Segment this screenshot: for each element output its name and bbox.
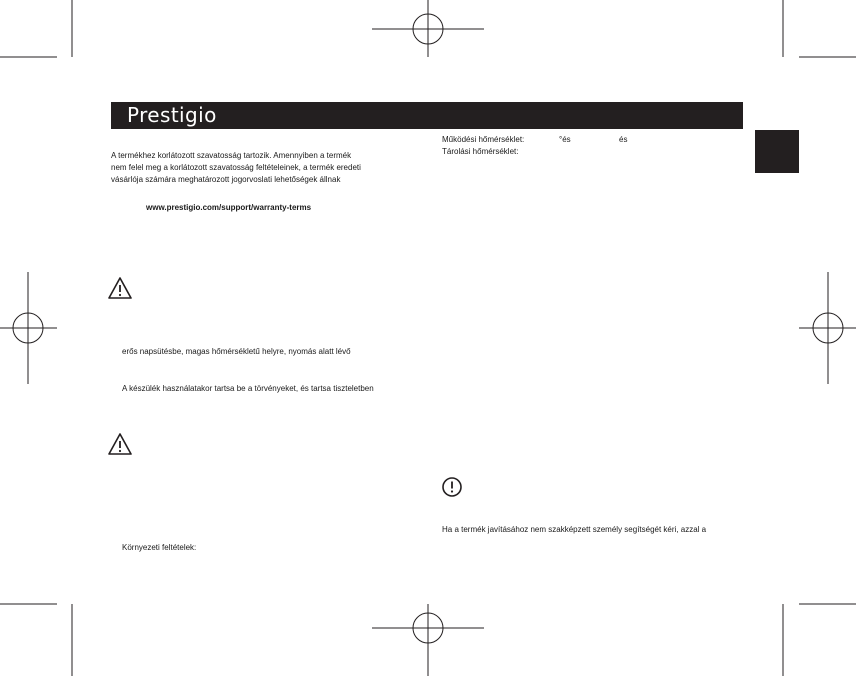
safety-text-line: erős napsütésbe, magas hőmérsékletű helyre, nyomás alatt lévő bbox=[122, 347, 351, 356]
safety-text-line: A készülék használatakor tartsa be a törvényeket, és tartsa tiszteletben bbox=[122, 384, 374, 393]
warranty-line: A termékhez korlátozott szavatosság tartozik. Amennyiben a termék bbox=[111, 151, 352, 160]
registration-mark bbox=[0, 272, 57, 384]
header-bar bbox=[111, 102, 743, 129]
operating-temp-and: és bbox=[619, 135, 628, 144]
environment-label: Környezeti feltételek: bbox=[122, 543, 197, 552]
brand-logo: Prestigio bbox=[127, 103, 217, 127]
exclamation-circle-icon bbox=[441, 476, 463, 498]
repair-text-line: Ha a termék javításához nem szakképzett személy segítségét kéri, azzal a bbox=[442, 525, 707, 534]
operating-temp-unit: °és bbox=[559, 135, 571, 144]
registration-mark bbox=[372, 0, 484, 57]
side-tab bbox=[755, 130, 799, 173]
storage-temp-label: Tárolási hőmérséklet: bbox=[442, 147, 519, 156]
warranty-url-link[interactable]: www.prestigio.com/support/warranty-terms bbox=[146, 203, 312, 212]
operating-temp-label: Működési hőmérséklet: bbox=[442, 135, 525, 144]
registration-mark bbox=[799, 272, 856, 384]
warranty-line: nem felel meg a korlátozott szavatosság feltételeinek, a termék eredeti bbox=[111, 163, 361, 172]
registration-mark bbox=[372, 604, 484, 676]
warning-triangle-icon bbox=[107, 276, 133, 300]
warning-triangle-icon bbox=[107, 432, 133, 456]
warranty-line: vásárlója számára meghatározott jogorvoslati lehetőségek állnak bbox=[111, 175, 341, 184]
